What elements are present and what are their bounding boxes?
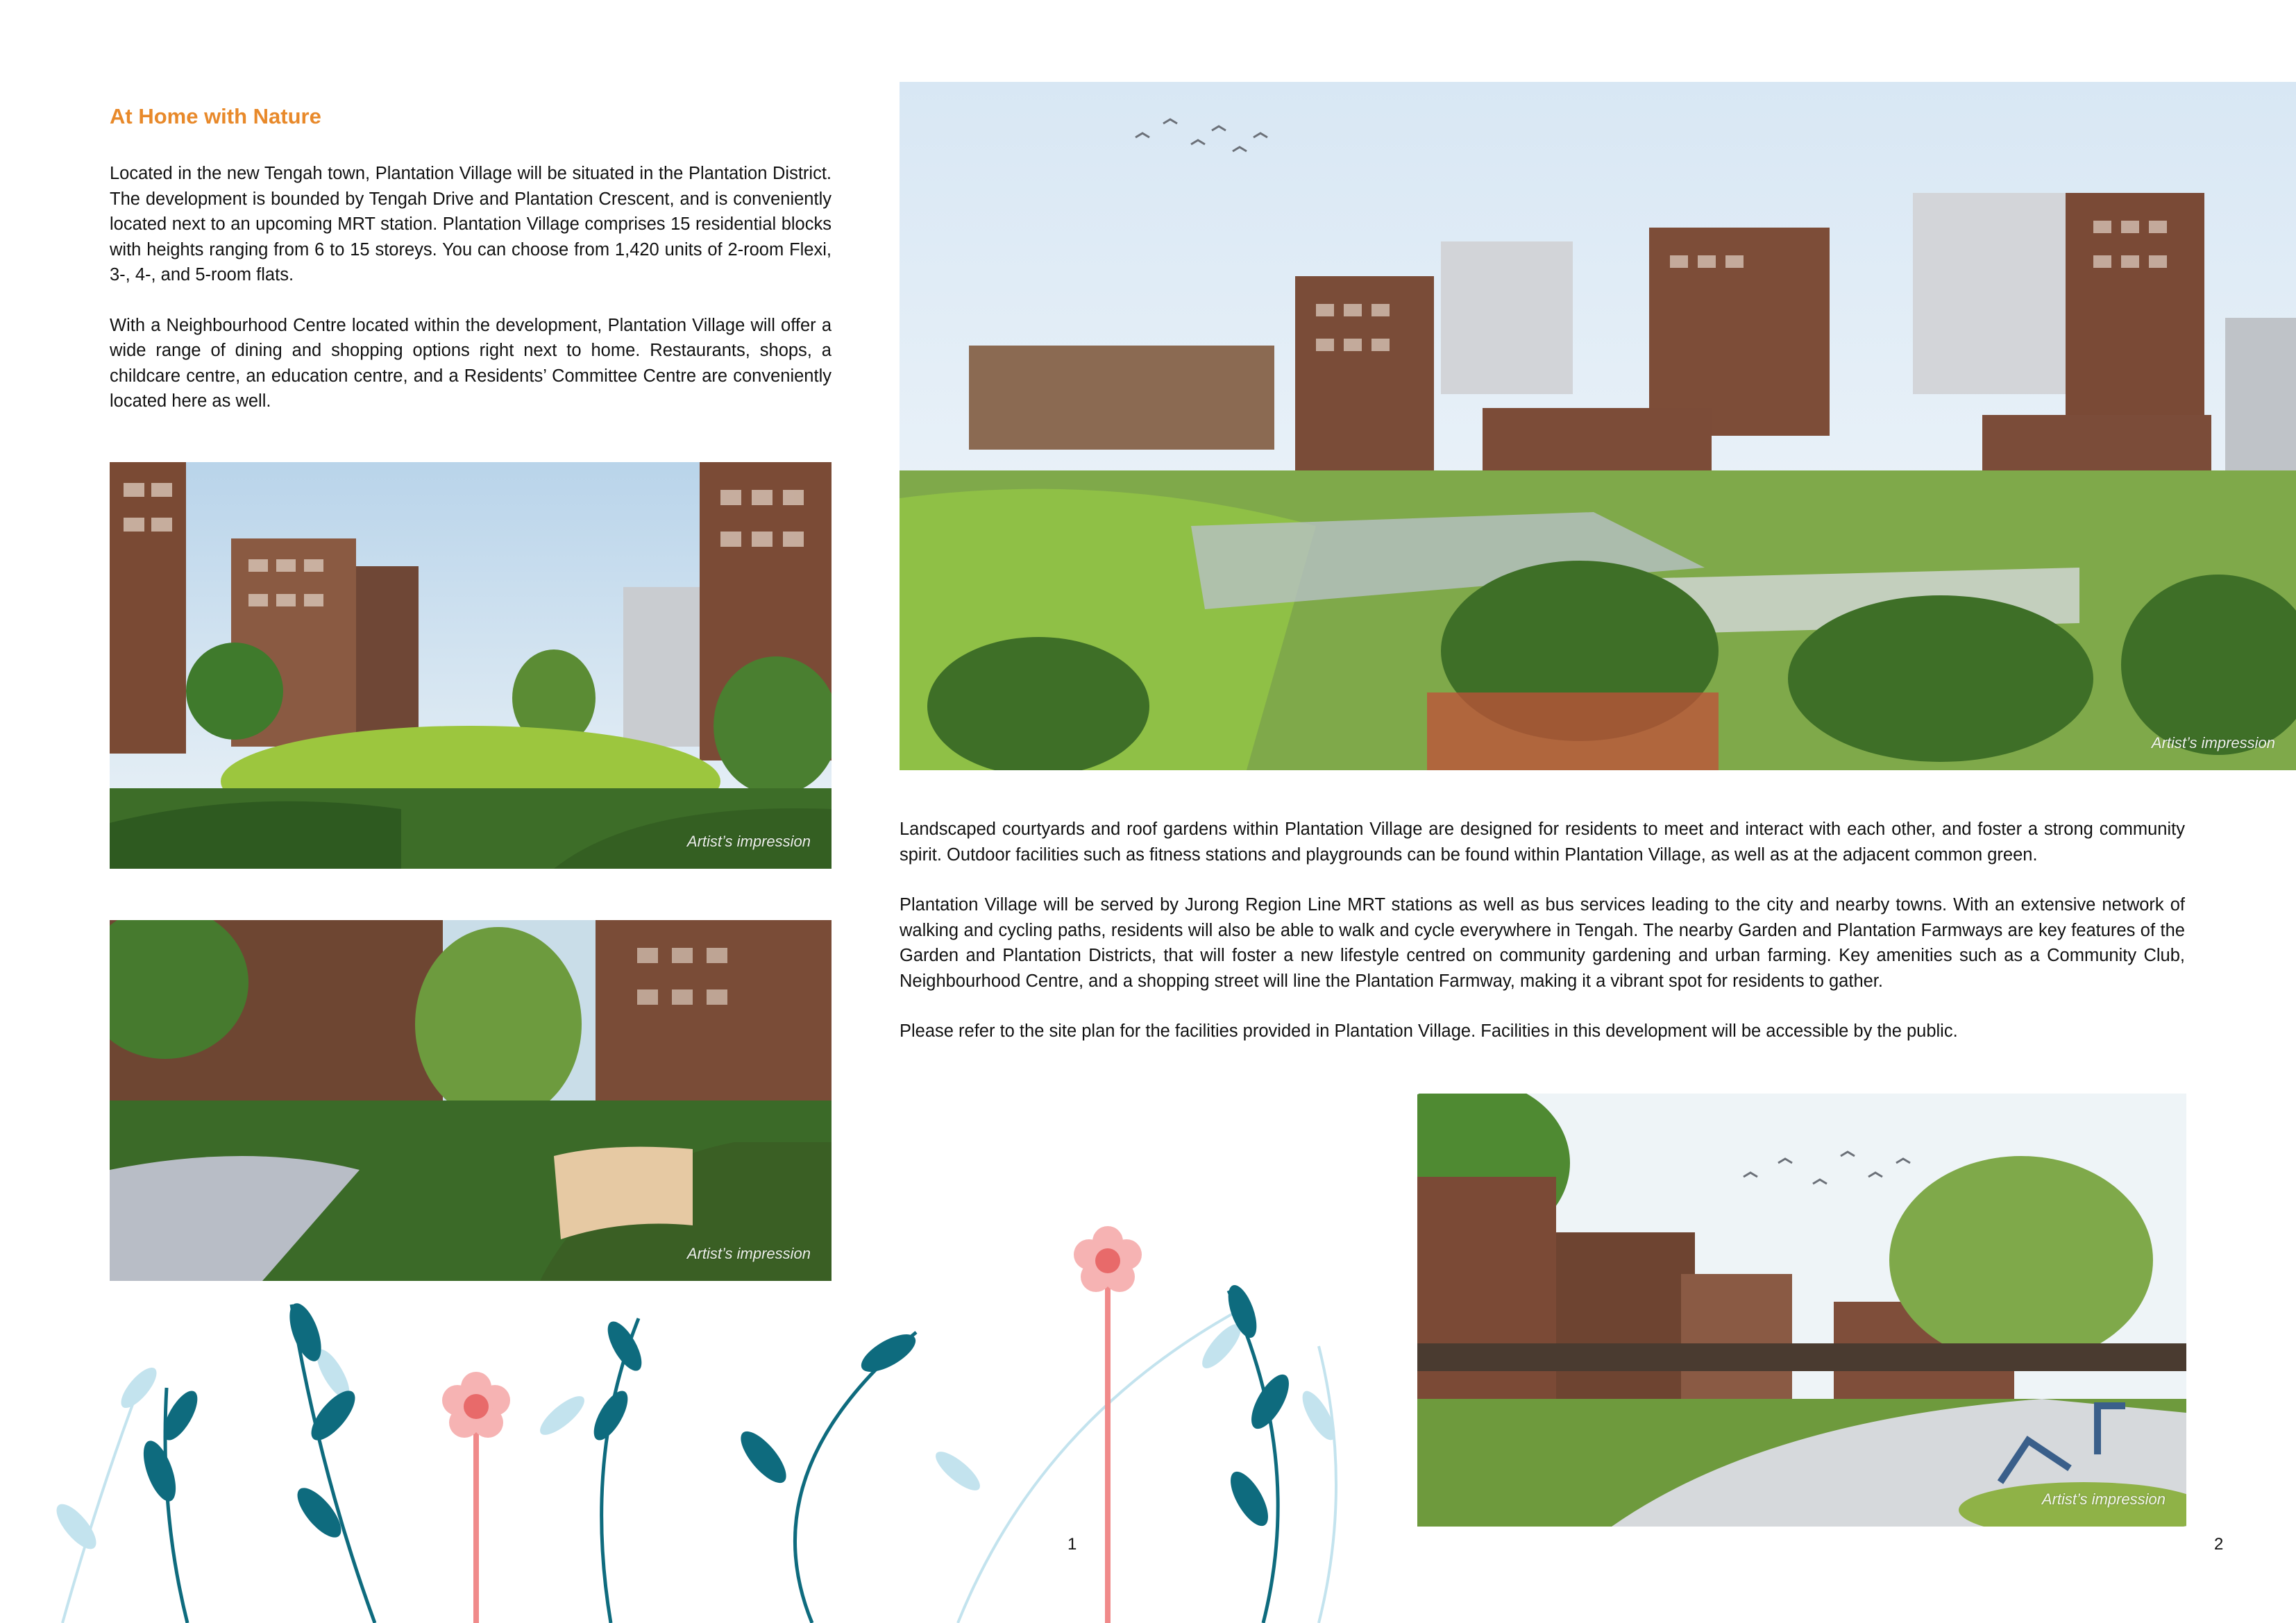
photo-caption: Artist’s impression — [2151, 734, 2275, 751]
site-plan-paragraph: Please refer to the site plan for the facilities provided in Plantation Village. Facilities in this development will be accessible by the public. — [900, 1021, 1958, 1041]
neighbourhood-paragraph: With a Neighbourhood Centre located within the development, Plantation Village will offer a wide range of dining and shopping options right next to home. Restaurants, shops, a childcare centre, an education centre, and a Residents’ Committee Centre are conveniently located here as well. — [110, 315, 832, 411]
left-text-column — [110, 161, 832, 439]
photo-caption: Artist’s impression — [2041, 1490, 2166, 1508]
transport-paragraph: Plantation Village will be served by Jurong Region Line MRT stations as well as bus services leading to the city and nearby towns. With an extensive network of walking and cycling paths, residents will also be able to walk and cycle everywhere in Tengah. The nearby Garden and Plantation Farmways are key features of the Garden and Plantation Districts, that will foster a new lifestyle centred on community gardening and urban farming. Key amenities such as a Community Club, Neighbourhood Centre, and a shopping street will line the Plantation Farmway, making it a vibrant spot for residents to gather. — [900, 895, 2185, 991]
playground-photo — [110, 462, 832, 869]
page-title: At Home with Nature — [110, 104, 321, 128]
photo-caption: Artist’s impression — [686, 1245, 811, 1262]
intro-paragraph: Located in the new Tengah town, Plantation Village will be situated in the Plantation District. The development is bounded by Tengah Drive and Plantation Crescent, and is conveniently located next to an upcoming MRT station. Plantation Village comprises 15 residential blocks with heights ranging from 6 to 15 storeys. You can choose from 1,420 units of 2-room Flexi, 3-, 4-, and 5-room flats. — [110, 164, 832, 284]
right-text-column — [900, 817, 2185, 1069]
fitness-area-photo — [1417, 1094, 2186, 1527]
photo-caption: Artist’s impression — [686, 833, 811, 850]
page-number-right: 2 — [2214, 1535, 2224, 1554]
page-number-left: 1 — [1067, 1535, 1077, 1554]
courtyards-paragraph: Landscaped courtyards and roof gardens within Plantation Village are designed for residents to meet and interact with each other, and foster a strong community spirit. Outdoor facilities such as fitness stations and playgrounds can be found within Plantation Village, as well as at the adjacent common green. — [900, 819, 2185, 865]
decorative-vines-illustration — [0, 1207, 1402, 1623]
aerial-view-photo — [900, 82, 2296, 770]
